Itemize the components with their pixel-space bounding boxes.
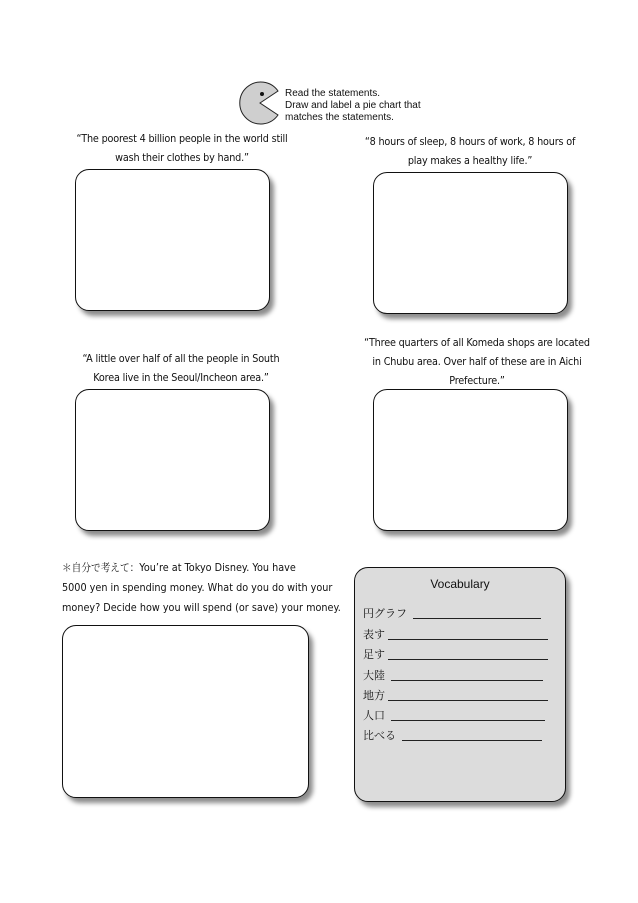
vocab-row [363, 644, 548, 662]
answer-line[interactable] [388, 658, 548, 660]
quote-line: Korea live in the Seoul/Incheon area.” [93, 372, 269, 384]
answer-line[interactable] [402, 739, 542, 741]
answer-line[interactable] [413, 617, 541, 619]
instructions [285, 88, 485, 124]
answer-line[interactable] [391, 679, 543, 681]
answer-box-5[interactable] [62, 625, 309, 798]
think-task [62, 558, 341, 618]
quote-poorest [75, 130, 288, 168]
instruction-line: Draw and label a pie chart that [285, 100, 421, 111]
answer-line[interactable] [388, 699, 548, 701]
vocab-term: 人口 [363, 709, 385, 722]
vocab-term: 足す [363, 648, 385, 661]
vocab-row [363, 665, 543, 683]
quote-line: “A little over half of all the people in South [82, 353, 280, 365]
vocab-term: 表す [363, 628, 385, 641]
answer-line[interactable] [388, 638, 548, 640]
quote-korea [72, 350, 289, 388]
quote-komeda [364, 334, 590, 391]
quote-line: “The poorest 4 billion people in the world still [76, 133, 288, 145]
answer-box-2[interactable] [373, 172, 568, 314]
quote-line: in Chubu area. Over half of these are in Aichi [372, 356, 582, 368]
task-line: 5000 yen in spending money. What do you do with your [62, 582, 333, 594]
quote-line: Prefecture.” [449, 375, 505, 387]
vocab-term: 比べる [363, 729, 396, 742]
answer-box-1[interactable] [75, 169, 270, 311]
task-line: money? Decide how you will spend (or save) your money. [62, 602, 341, 614]
instruction-line: Read the statements. [285, 88, 381, 99]
pacman-icon [237, 80, 283, 126]
vocab-term: 地方 [363, 689, 385, 702]
quote-line: “8 hours of sleep, 8 hours of work, 8 hours of [364, 136, 576, 148]
quote-line: wash their clothes by hand.” [115, 152, 249, 164]
answer-box-4[interactable] [373, 389, 568, 531]
vocab-row [363, 705, 545, 723]
quote-sleep [361, 133, 578, 171]
vocabulary-title: Vocabulary [430, 577, 490, 591]
quote-line: play makes a healthy life.” [407, 155, 533, 167]
vocab-row [363, 624, 548, 642]
vocab-row [363, 725, 542, 743]
task-line: ＊自分で考えて：You’re at Tokyo Disney. You have [62, 562, 296, 574]
quote-line: “Three quarters of all Komeda shops are located [364, 337, 590, 349]
vocab-term: 大陸 [363, 669, 385, 682]
answer-box-3[interactable] [75, 389, 270, 531]
vocab-term: 円グラフ [363, 607, 407, 620]
instruction-line: matches the statements. [285, 112, 394, 123]
vocabulary-panel [354, 567, 566, 802]
vocab-row [363, 685, 548, 703]
answer-line[interactable] [391, 719, 545, 721]
vocab-row [363, 603, 541, 621]
